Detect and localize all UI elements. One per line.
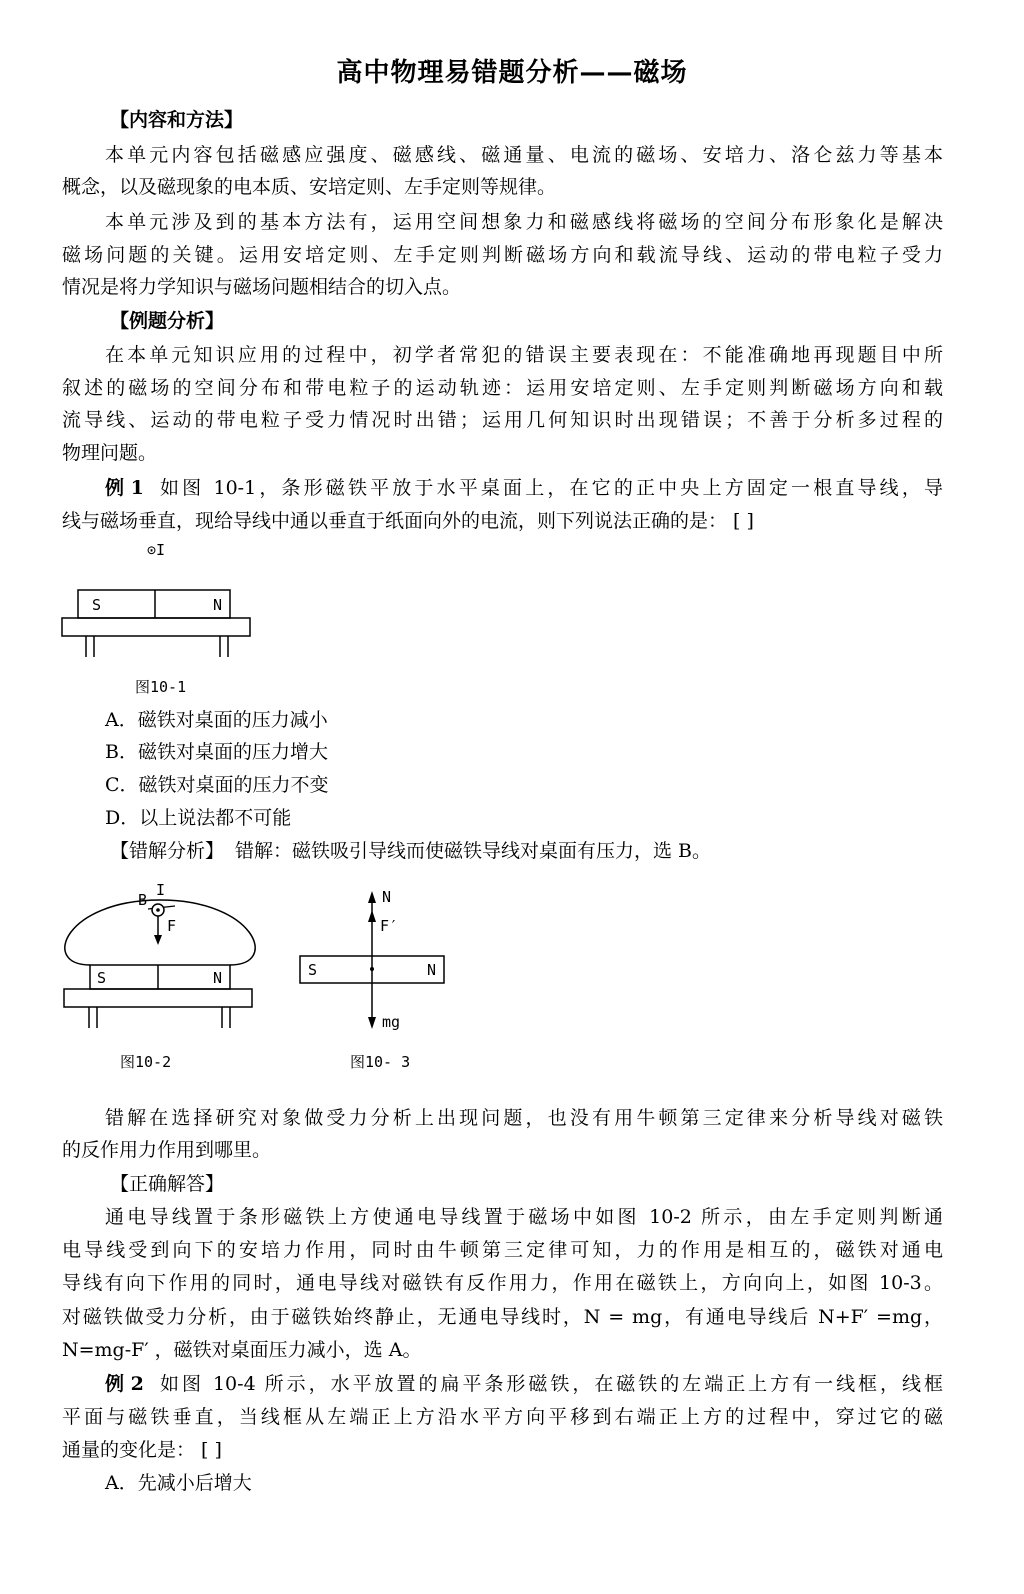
paragraph-line: 的反作用力作用到哪里。 [62,1139,272,1161]
option-a: A．先减小后增大 [105,1472,252,1494]
weight-label: mg [382,1013,401,1031]
paragraph-line: 在本单元知识应用的过程中，初学者常犯的错误主要表现在：不能准确地再现题目中所 [105,344,943,366]
wrong-analysis-heading: 【错解分析】 [110,840,225,862]
paragraph-line: 通电导线置于条形磁铁上方使通电导线置于磁场中如图 10-2 所示，由左手定则判断通 [105,1206,943,1228]
force-arrow-up [368,910,376,922]
wrong-analysis-text: 错解：磁铁吸引导线而使磁铁导线对桌面有压力，选 B。 [235,840,712,862]
paragraph-line: 磁场问题的关键。运用安培定则、左手定则判断磁场方向和载流导线、运动的带电粒子受力 [62,244,943,266]
example-2-label: 例 2 [105,1373,144,1395]
paragraph-line: 导线有向下作用的同时，通电导线对磁铁有反作用力，作用在磁铁上，方向向上，如图 10-3。 [62,1272,943,1294]
paragraph-line: 通量的变化是： [ ] [62,1439,222,1461]
option-b: B．磁铁对桌面的压力增大 [105,741,328,763]
paragraph-line: 本单元内容包括磁感应强度、磁感线、磁通量、电流的磁场、安培力、洛仑兹力等基本 [105,144,943,166]
figure-caption: 图10-1 [135,678,187,696]
figure-caption: 图10- 3 [350,1053,411,1071]
example-1-label: 例 1 [105,477,144,499]
section-example-analysis: 【例题分析】 [110,310,225,332]
section-correct-answer: 【正确解答】 [110,1173,225,1195]
paragraph-line: 概念，以及磁现象的电本质、安培定则、左手定则等规律。 [62,176,557,198]
paragraph-line: 电导线受到向下的安培力作用，同时由牛顿第三定律可知，力的作用是相互的，磁铁对通电 [62,1239,943,1261]
option-d: D．以上说法都不可能 [105,807,292,829]
figure-10-2 [55,875,265,1075]
paragraph-line: N=mg-F′ ，磁铁对桌面压力减小，选 A。 [62,1339,422,1361]
reaction-force-label: F′ [380,917,399,935]
south-pole-label: S [308,961,318,979]
paragraph-line: 线与磁场垂直，现给导线中通以垂直于纸面向外的电流，则下列说法正确的是： [ ] [62,510,754,532]
north-pole-label: N [427,961,437,979]
force-arrow-up [368,891,376,903]
table-top [62,618,250,636]
section-content-method: 【内容和方法】 [110,109,244,131]
paragraph-line: 如图 10-4 所示，水平放置的扁平条形磁铁，在磁铁的左端正上方有一线框，线框 [160,1373,943,1395]
north-pole-label: N [213,969,223,987]
force-f-label: F [167,917,177,935]
paragraph-line: 平面与磁铁垂直，当线框从左端正上方沿水平方向平移到右端正上方的过程中，穿过它的磁 [62,1406,943,1428]
south-pole-label: S [92,596,102,614]
page-title: 高中物理易错题分析——磁场 [336,58,688,88]
table-top [64,989,252,1007]
figure-10-1 [55,535,265,700]
north-pole-label: N [213,596,223,614]
option-c: C．磁铁对桌面的压力不变 [105,774,329,796]
paragraph-line: 对磁铁做受力分析，由于磁铁始终静止，无通电导线时，N = mg，有通电导线后 N+F′ =mg， [62,1306,943,1328]
paragraph-line: 物理问题。 [62,442,158,464]
current-i-label: I [156,881,166,899]
paragraph-line: 情况是将力学知识与磁场问题相结合的切入点。 [62,276,462,298]
field-b-label: B [138,891,148,909]
force-arrow-down [368,1017,376,1029]
paragraph-line: 流导线、运动的带电粒子受力情况时出错；运用几何知识时出现错误；不善于分析多过程的 [62,409,943,431]
paragraph-line: 叙述的磁场的空间分布和带电粒子的运动轨迹：运用安培定则、左手定则判断磁场方向和载 [62,377,943,399]
figure-caption: 图10-2 [120,1053,172,1071]
figure-10-3 [295,885,455,1075]
option-a: A．磁铁对桌面的压力减小 [105,709,328,731]
force-arrow-down [154,935,162,945]
paragraph-line: 错解在选择研究对象做受力分析上出现问题，也没有用牛顿第三定律来分析导线对磁铁 [105,1107,943,1129]
current-out-label: ⊙I [147,541,166,559]
normal-force-label: N [382,888,392,906]
bar-magnet [90,965,230,989]
south-pole-label: S [97,969,107,987]
paragraph-line: 本单元涉及到的基本方法有，运用空间想象力和磁感线将磁场的空间分布形象化是解决 [105,211,943,233]
paragraph-line: 如图 10-1，条形磁铁平放于水平桌面上，在它的正中央上方固定一根直导线，导 [160,477,943,499]
